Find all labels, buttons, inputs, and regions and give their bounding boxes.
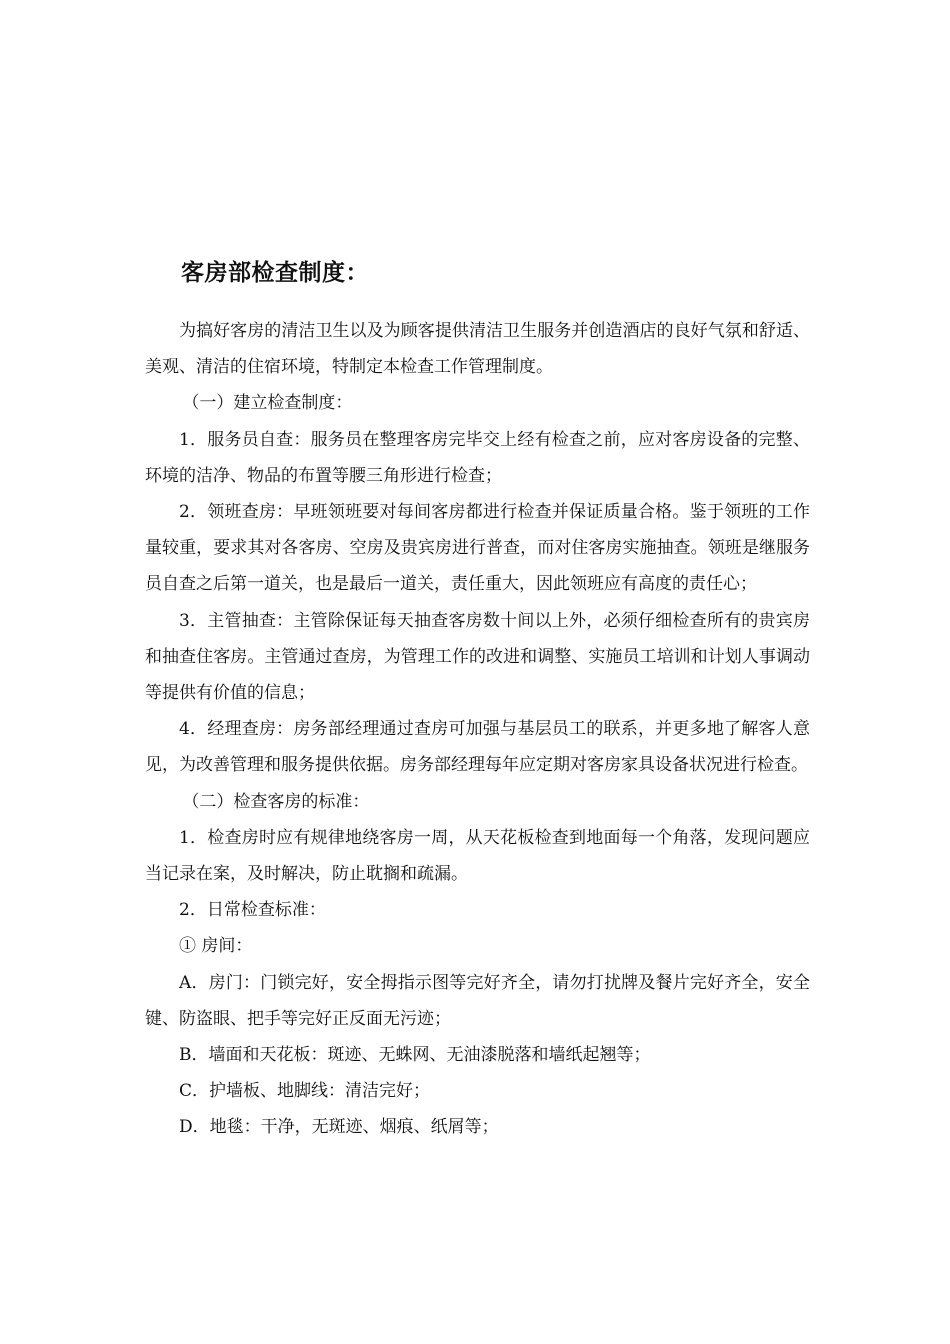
paragraph-carpet-standard: D．地毯：干净，无斑迹、烟痕、纸屑等； — [179, 1117, 499, 1138]
paragraph-daily-standards: 2．日常检查标准： — [179, 900, 326, 921]
section-heading-inspection-system: （一）建立检查制度： — [182, 393, 353, 414]
section-heading-room-standards: （二）检查客房的标准： — [182, 791, 370, 812]
paragraph-inspection-route: 1．检查房时应有规律地绕客房一周，从天花板检查到地面每一个角落，发现问题应当记录在案，及时解决，防止耽搁和疏漏。 — [145, 827, 810, 885]
paragraph-director-room-check: 4．经理查房：房务部经理通过查房可加强与基层员工的联系，并更多地了解客人意见，为改善管理和服务提供依据。房务部经理每年应定期对客房家具设备状况进行检查。 — [145, 719, 810, 776]
paragraph-supervisor-room-check: 2．领班查房：早班领班要对每间客房都进行检查并保证质量合格。鉴于领班的工作量较重，要求其对各客房、空房及贵宾房进行普查，而对住客房实施抽查。领班是继服务员自查之后第一道关，也是最后一道关，责任重大，因此领班应有高度的责任心； — [145, 502, 810, 595]
paragraph-attendant-self-check: 1．服务员自查：服务员在整理客房完毕交上经有检查之前，应对客房设备的完整、环境的洁净、物品的布置等腰三角形进行检查； — [145, 429, 810, 486]
paragraph-manager-spot-check: 3．主管抽查：主管除保证每天抽查客房数十间以上外，必须仔细检查所有的贵宾房和抽查住客房。主管通过查房，为管理工作的改进和调整、实施员工培训和计划人事调动等提供有价值的信息； — [145, 610, 810, 704]
document-body — [145, 255, 810, 1146]
document-title: 客房部检查制度： — [181, 260, 369, 286]
paragraph-room-heading: ① 房间： — [179, 936, 253, 957]
paragraph-wall-ceiling-standard: B．墙面和天花板：斑迹、无蛛网、无油漆脱落和墙纸起翘等； — [179, 1045, 651, 1066]
paragraph-door-standard: A．房门：门锁完好，安全拇指示图等完好齐全，请勿打扰牌及餐片完好齐全，安全键、防盗眼、把手等完好正反面无污迹； — [145, 972, 810, 1029]
paragraph-intro: 为搞好客房的清洁卫生以及为顾客提供清洁卫生服务并创造酒店的良好气氛和舒适、美观、清洁的住宿环境，特制定本检查工作管理制度。 — [145, 321, 810, 378]
paragraph-baseboard-standard: C．护墙板、地脚线：清洁完好； — [179, 1081, 431, 1102]
